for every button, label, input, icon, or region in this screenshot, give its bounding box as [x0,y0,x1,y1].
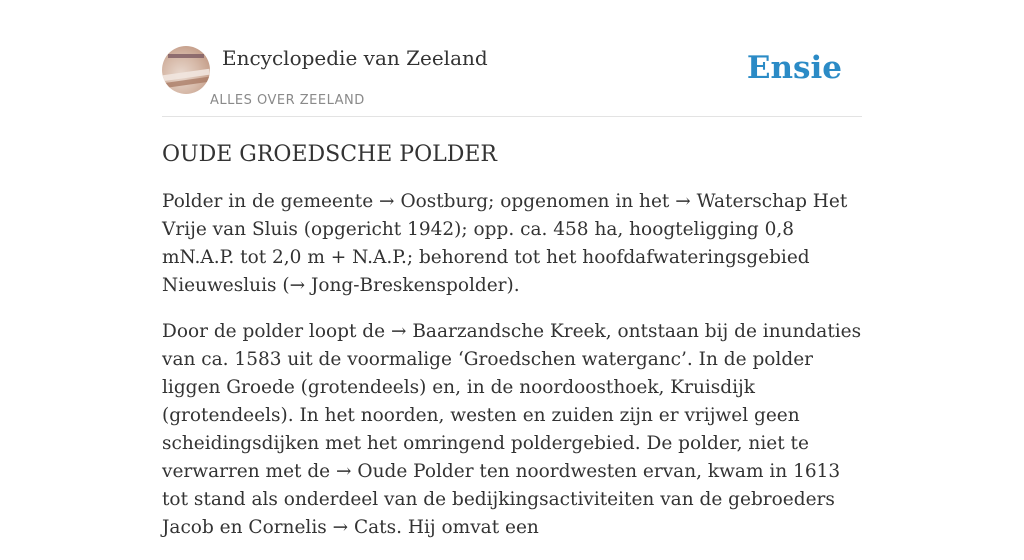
site-avatar[interactable] [162,46,210,94]
article-paragraph: Door de polder loopt de → Baarzandsche Kreek, ontstaan bij de inundaties van ca. 1583 uit de voormalige ‘Groedschen waterganc’. In de polder liggen Groede (grotendeels) en, in de noordoosthoek, Kruisdijk (grotendeels). In het noorden, westen en zuiden zijn er vrijwel geen scheidingsdijken met het omringend poldergebied. De polder, niet te verwarren met de → Oude Polder ten noordwesten ervan, kwam in 1613 tot stand als onderdeel van de bedijkingsactiviteiten van de gebroeders Jacob en Cornelis → Cats. Hij omvat een [162,321,862,538]
site-title-link[interactable]: Encyclopedie van Zeeland [222,46,488,70]
site-tagline: ALLES OVER ZEELAND [210,93,365,108]
ensie-logo-link[interactable]: Ensie [746,50,842,86]
article [162,140,862,560]
article-paragraph: Polder in de gemeente → Oostburg; opgenomen in het → Waterschap Het Vrije van Sluis (opgericht 1942); opp. ca. 458 ha, hoogteligging 0,8 mN.A.P. tot 2,0 m + N.A.P.; behorend tot het hoofdafwateringsgebied Nieuwesluis (→ Jong-Breskenspolder). [162,191,848,296]
site-header [162,46,862,117]
article-title: OUDE GROEDSCHE POLDER [162,142,497,167]
